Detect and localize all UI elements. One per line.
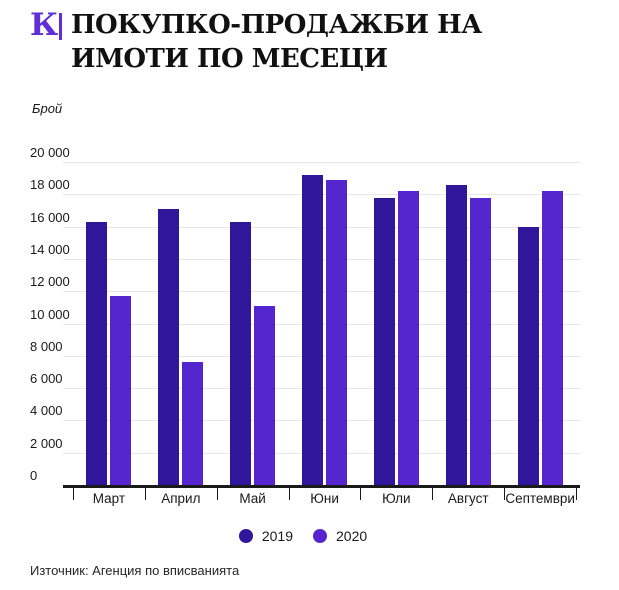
x-axis-label-Юли: Юли <box>382 491 411 506</box>
x-axis-label-Август: Август <box>447 491 489 506</box>
legend-dot-2020 <box>313 529 327 543</box>
x-axis-tick <box>576 488 577 500</box>
chart-legend <box>63 528 543 544</box>
y-axis-tick-label: 2 000 <box>30 435 63 451</box>
legend-item-2019 <box>239 528 293 544</box>
bar-2019-Май <box>230 222 251 485</box>
chart-title: ПОКУПКО-ПРОДАЖБИ НА ИМОТИ ПО МЕСЕЦИ <box>71 10 482 74</box>
y-axis-tick-label: 18 000 <box>30 177 70 193</box>
y-axis-tick-label: 8 000 <box>30 338 63 354</box>
bar-2020-Март <box>110 296 131 485</box>
bar-2020-Август <box>470 198 491 486</box>
y-axis-tick-label: 20 000 <box>30 145 70 160</box>
y-axis-tick-label: 0 <box>30 468 38 483</box>
x-axis-label-Юни: Юни <box>310 491 339 506</box>
bar-2020-Юли <box>398 191 419 485</box>
y-axis-tick-label: 4 000 <box>30 403 63 419</box>
legend-dot-2019 <box>239 529 253 543</box>
y-axis-tick-label: 12 000 <box>30 274 70 290</box>
x-axis-label-Май: Май <box>239 491 266 506</box>
y-axis-tick-label: 6 000 <box>30 371 63 387</box>
bar-2019-Юни <box>302 175 323 485</box>
bar-2019-Септември <box>518 227 539 485</box>
bar-2020-Юни <box>326 180 347 485</box>
bar-2019-Април <box>158 209 179 485</box>
bar-2020-Май <box>254 306 275 485</box>
bar-2019-Юли <box>374 198 395 486</box>
x-axis-label-Септември: Септември <box>505 491 575 506</box>
y-axis-tick-label: 10 000 <box>30 306 70 322</box>
source-caption: Източник: Агенция по вписванията <box>30 563 240 578</box>
x-axis-label-Март: Март <box>92 491 126 506</box>
bar-2019-Март <box>86 222 107 485</box>
legend-item-2020 <box>313 528 367 544</box>
y-axis-tick-label: 16 000 <box>30 209 70 225</box>
legend-label-2020: 2020 <box>336 528 368 544</box>
gridline-20000 <box>63 162 580 163</box>
legend-label-2019: 2019 <box>261 528 293 544</box>
bar-2019-Август <box>446 185 467 485</box>
brand-logo-k: К <box>30 7 59 43</box>
bar-2020-Април <box>182 362 203 485</box>
x-axis-line <box>63 485 580 488</box>
x-axis-label-Април: Април <box>161 491 201 506</box>
y-axis-tick-label: 14 000 <box>30 241 70 257</box>
y-axis-title: Брой <box>32 101 63 116</box>
bar-2020-Септември <box>542 191 563 485</box>
